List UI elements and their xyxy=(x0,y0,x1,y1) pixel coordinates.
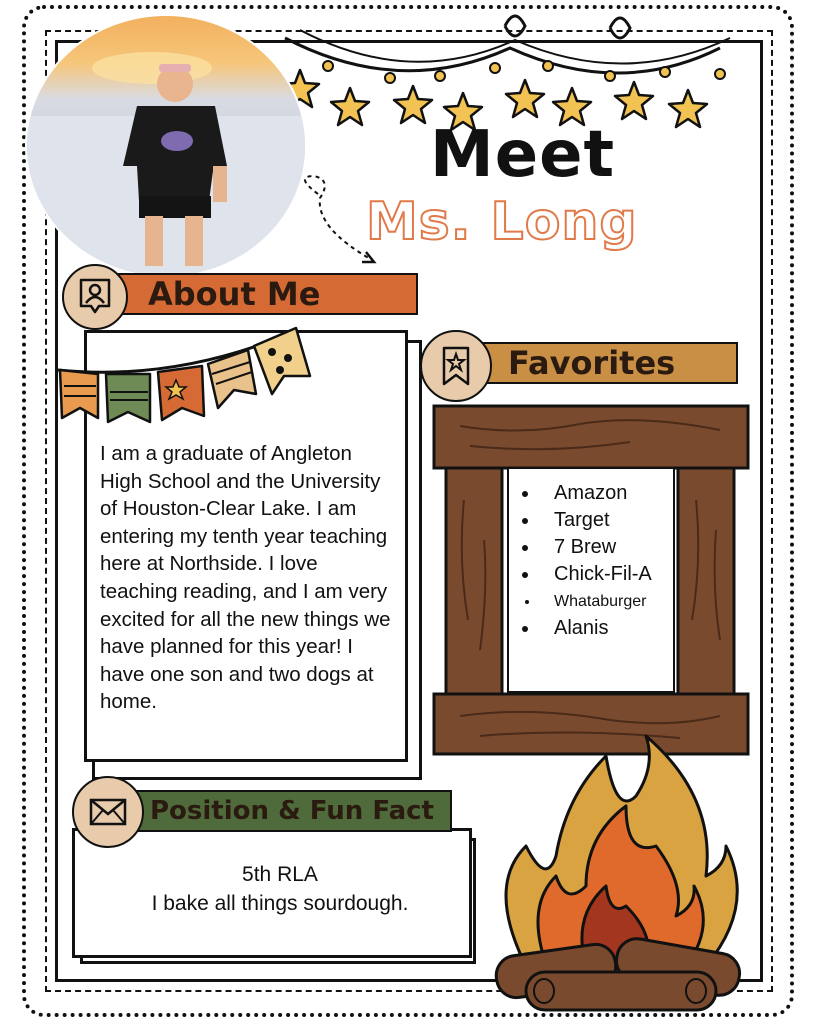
teacher-photo xyxy=(25,14,307,278)
bookmark-star-icon xyxy=(420,330,492,402)
user-icon xyxy=(62,264,128,330)
favorites-heading: Favorites xyxy=(478,342,738,384)
title-meet: Meet xyxy=(430,118,616,192)
list-item: • Amazon xyxy=(540,480,652,507)
campfire-icon xyxy=(486,736,750,1014)
bunting-banner-icon xyxy=(58,322,318,430)
title-teacher-name: Ms. Long xyxy=(366,192,638,252)
fun-fact-line: I bake all things sourdough. xyxy=(151,892,409,915)
about-body: I am a graduate of Angleton High School and the University of Houston-Clear Lake. I am entering my tenth year teaching here at Northside. I love teaching reading, and I am very excited for all the new things we have planned for this year! I have one son and two dogs at home. xyxy=(100,442,391,714)
position-heading: Position & Fun Fact xyxy=(130,790,452,832)
favorites-list xyxy=(514,480,652,642)
envelope-icon xyxy=(72,776,144,848)
list-item: • Alanis xyxy=(540,615,652,642)
position-line: 5th RLA xyxy=(242,863,318,886)
list-item: • Chick-Fil-A xyxy=(540,561,652,588)
list-item: • Target xyxy=(540,507,652,534)
list-item: • 7 Brew xyxy=(540,534,652,561)
position-body xyxy=(100,860,460,918)
list-item: • Whataburger xyxy=(540,588,652,615)
about-heading: About Me xyxy=(118,273,418,315)
